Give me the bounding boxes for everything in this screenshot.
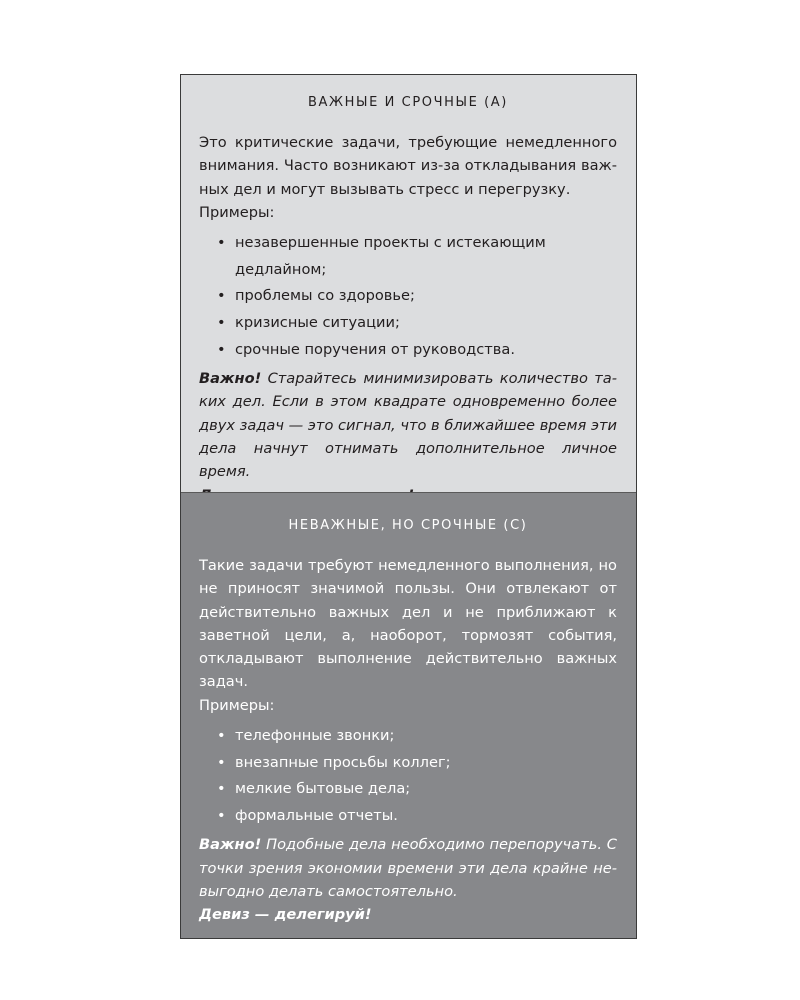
list-item: [217, 337, 617, 364]
list-item-text: внезапные просьбы коллег;: [235, 753, 451, 771]
list-item: [217, 230, 617, 283]
bullet-icon: •: [217, 780, 226, 798]
list-item-text: проблемы со здоровье;: [235, 287, 415, 305]
list-item-text: формальные отчеты.: [235, 806, 398, 824]
list-item: [217, 723, 617, 750]
list-item-text: срочные поручения от руководства.: [235, 340, 515, 358]
list-item: [217, 310, 617, 337]
quadrant-a-title: ВАЖНЫЕ И СРОЧНЫЕ (А): [308, 95, 508, 110]
list-item: [217, 283, 617, 310]
quadrant-a-examples-label: Примеры:: [199, 203, 275, 221]
bullet-icon: •: [217, 340, 226, 358]
bullet-icon: •: [217, 727, 226, 745]
list-item: [217, 750, 617, 777]
quadrant-c-note: [199, 833, 617, 903]
quadrant-a-examples-list: [199, 230, 617, 363]
quadrant-a-note-text: Старайтесь минимизировать количество таких дел. Если в этом квадрате одновременно более двух задач — это сигнал, что в ближайшее время эти дела начнут отнимать дополнительное личное время.: [199, 370, 618, 481]
bullet-icon: •: [217, 806, 226, 824]
quadrant-c-note-label: Важно!: [199, 836, 262, 854]
list-item-text: телефонные звонки;: [235, 727, 395, 745]
list-item: [217, 776, 617, 803]
quadrant-a: [181, 75, 636, 492]
bullet-icon: •: [217, 234, 226, 252]
quadrant-c-motto: Девиз — делегируй!: [199, 906, 372, 924]
list-item-text: мелкие бытовые дела;: [235, 780, 411, 798]
quadrant-a-note-label: Важно!: [199, 370, 262, 388]
bullet-icon: •: [217, 313, 226, 331]
list-item-text: незавершенные проекты с истекающим дедлайном;: [235, 234, 546, 278]
quadrant-c-title: НЕВАЖНЫЕ, НО СРОЧНЫЕ (С): [288, 518, 528, 533]
quadrant-c-examples-label: Примеры:: [199, 696, 275, 714]
list-item: [217, 803, 617, 830]
quadrant-a-description: Это критические задачи, требующие немедленного внимания. Часто возникают из-за откладывания важных дел и могут вызывать стресс и перегрузку.: [199, 134, 617, 198]
matrix-frame: [180, 74, 637, 939]
quadrant-c: [181, 492, 636, 938]
quadrant-a-note: [199, 367, 617, 483]
quadrant-c-examples-list: [199, 723, 617, 829]
quadrant-c-description: Такие задачи требуют немедленного выполнения, но не приносят значимой пользы. Они отвлекают от действительно важных дел и не приближают к заветной цели, а, наоборот, тормозят события, откладывают выполнение действительно важных задач.: [199, 557, 617, 691]
quadrant-c-note-text: Подобные дела необходимо перепоручать. С точки зрения экономии времени эти дела крайне невыгодно делать самостоятельно.: [199, 836, 618, 901]
bullet-icon: •: [217, 287, 226, 305]
list-item-text: кризисные ситуации;: [235, 313, 400, 331]
bullet-icon: •: [217, 753, 226, 771]
